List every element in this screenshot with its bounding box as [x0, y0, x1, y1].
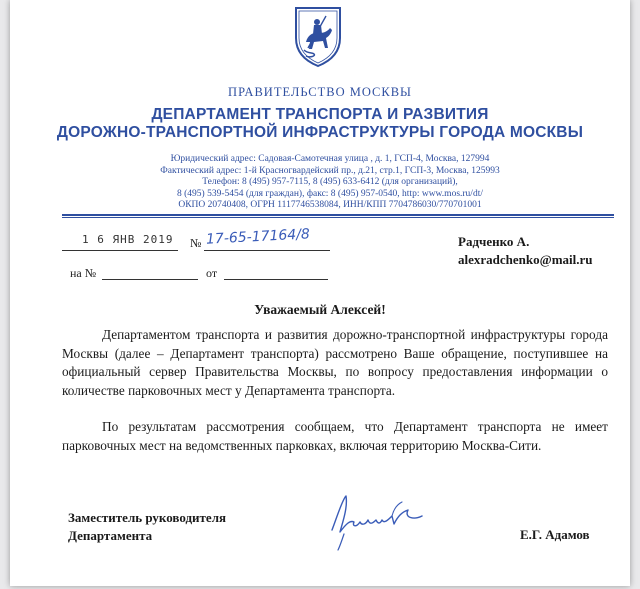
address-line: Фактический адрес: 1-й Красногвардейский пр., д.21, стр.1, ГСП-3, Москва, 125993: [160, 165, 500, 176]
recipient-email: alexradchenko@mail.ru: [458, 252, 593, 267]
ref-from-underline: [224, 279, 328, 280]
date-stamp: 1 6 ЯНВ 2019: [82, 233, 174, 246]
letterhead-divider-thin: [62, 217, 614, 218]
ref-number-underline: [102, 279, 198, 280]
department-name-line1: ДЕПАРТАМЕНТ ТРАНСПОРТА И РАЗВИТИЯ: [151, 106, 489, 123]
greeting: Уважаемый Алексей!: [254, 302, 386, 317]
government-title: ПРАВИТЕЛЬСТВО МОСКВЫ: [228, 85, 412, 99]
moscow-coat-of-arms-icon: [290, 4, 346, 68]
address-line: Телефон: 8 (495) 957-7115, 8 (495) 633-6412 (для организаций),: [202, 177, 458, 188]
address-line: 8 (495) 539-5454 (для граждан), факс: 8 (495) 957-0540, http: www.mos.ru/dt/: [177, 188, 483, 199]
number-underline: [204, 250, 330, 251]
handwritten-registration-number: 17-65-17164/8: [205, 226, 311, 248]
letter-page: [10, 0, 630, 586]
handwritten-signature: [322, 490, 432, 552]
signatory-position-line: Заместитель руководителя: [68, 510, 227, 525]
signatory-position: [68, 509, 226, 545]
letterhead-address-block: [70, 154, 590, 212]
letterhead-divider: [62, 214, 614, 216]
department-name-line2: ДОРОЖНО-ТРАНСПОРТНОЙ ИНФРАСТРУКТУРЫ ГОРОДА МОСКВЫ: [56, 124, 584, 141]
body-paragraph: По результатам рассмотрения сообщаем, что Департамент транспорта не имеет парковочных мест на ведомственных парковках, включая территорию Москва-Сити.: [62, 419, 608, 453]
address-line: Юридический адрес: Садовая-Самотечная улица , д. 1, ГСП-4, Москва, 127994: [170, 154, 490, 164]
body-paragraph: Департаментом транспорта и развития дорожно-транспортной инфраструктуры города Москвы (далее – Департамент транспорта) рассмотрено Ваше обращение, поступившее на официальный сервер Правительства Москвы, по вопросу предоставления информации о количестве парковочных мест у Департамента транспорта.: [62, 327, 608, 398]
recipient-name: Радченко А.: [458, 234, 530, 249]
number-label: №: [190, 236, 202, 250]
signatory-position-line: Департамента: [68, 528, 153, 543]
address-line: ОКПО 20740408, ОГРН 1117746538084, ИНН/КПП 7704786030/770701001: [178, 200, 482, 211]
signatory-name: Е.Г. Адамов: [520, 527, 590, 542]
ref-number-label: на №: [70, 266, 97, 280]
ref-from-label: от: [206, 266, 218, 280]
date-underline: [62, 250, 178, 251]
